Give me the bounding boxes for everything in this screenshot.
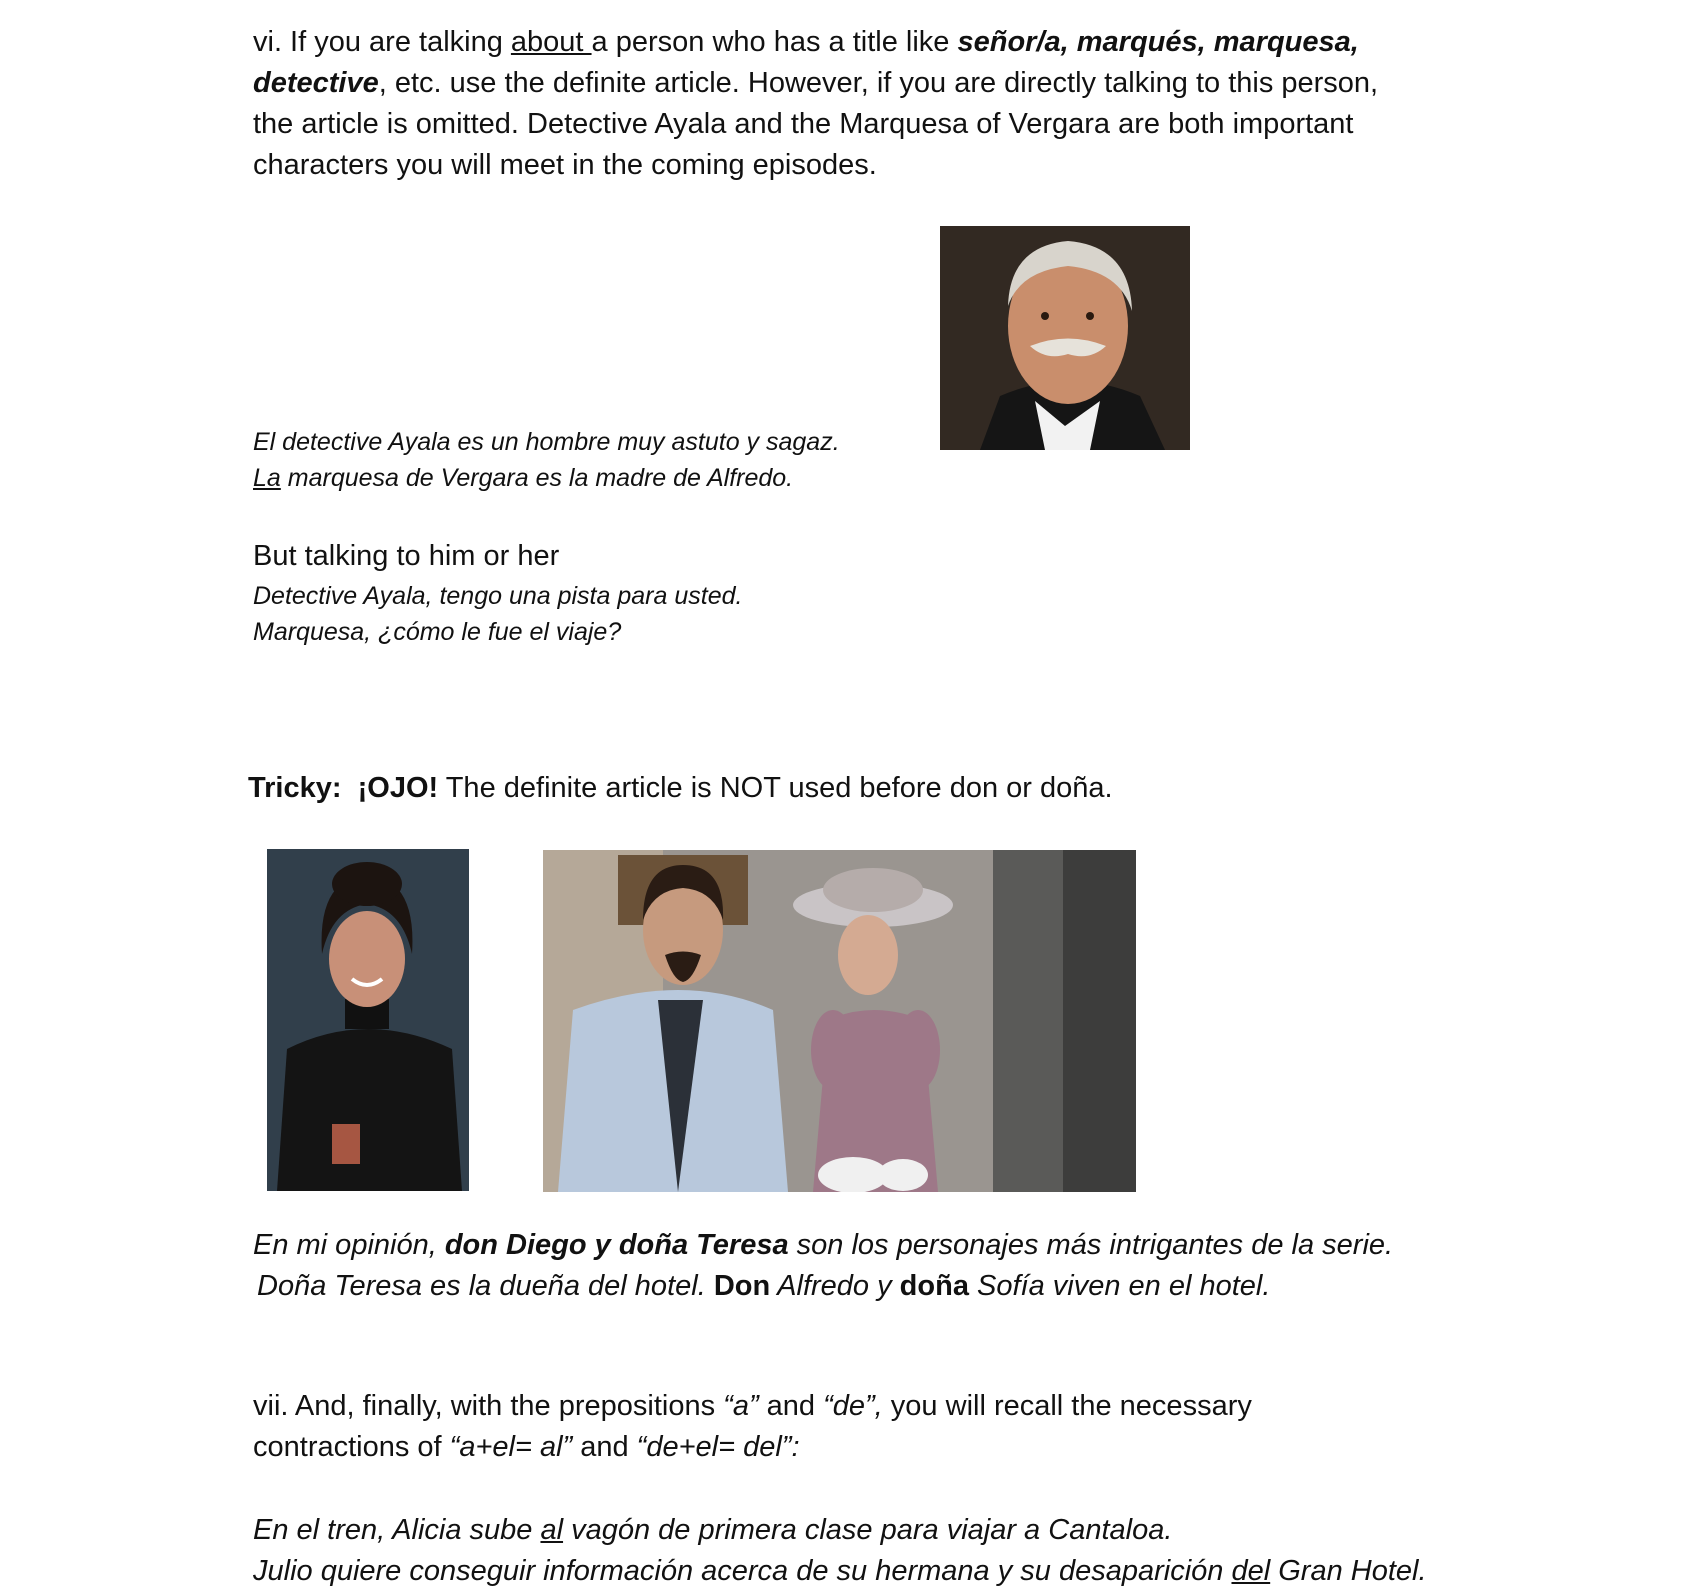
don-dona-example-1: En mi opinión, don Diego y doña Teresa son los personajes más intrigantes de la serie. (253, 1229, 1394, 1261)
dona-teresa-photo (267, 849, 469, 1191)
contraction-example-del: Julio quiere conseguir información acerca de su hermana y su desaparición del Gran Hotel. (253, 1555, 1427, 1587)
title-examples: señor/a, marqués, marquesa, (957, 26, 1359, 58)
talking-example-2: Marquesa, ¿cómo le fue el viaje? (253, 618, 622, 646)
talking-example-1: Detective Ayala, tengo una pista para usted. (253, 582, 743, 610)
don-bold: Don (713, 1270, 771, 1302)
don-dona-example-2: Doña Teresa es la dueña del hotel. Don Alfredo y doña Sofía viven en el hotel. (257, 1270, 1271, 1302)
section-vi-paragraph (253, 22, 1378, 186)
section-vi-line-1: vi. If you are talking about a person who has a title like señor/a, marqués, marquesa, (253, 26, 1359, 58)
contraction-examples (253, 1510, 1427, 1592)
example-marquesa: La marquesa de Vergara es la madre de Alfredo. (253, 464, 794, 492)
underlined-al: al (540, 1514, 564, 1546)
article-examples (253, 424, 840, 496)
underlined-la: La (253, 464, 281, 492)
section-vii-line-2: contractions of “a+el= al” and “de+el= del”: (253, 1431, 800, 1463)
tricky-note: Tricky: ¡OJO! The definite article is NOT used before don or doña. (248, 772, 1113, 804)
section-vi-line-3: the article is omitted. Detective Ayala and the Marquesa of Vergara are both important (253, 108, 1354, 140)
contraction-example-al: En el tren, Alicia sube al vagón de primera clase para viajar a Cantaloa. (253, 1514, 1173, 1546)
underlined-del: del (1231, 1555, 1271, 1587)
ojo-label: ¡OJO! (357, 772, 439, 804)
talking-examples (253, 578, 742, 650)
section-vi-line-4: characters you will meet in the coming episodes. (253, 149, 877, 181)
don-diego-dona-teresa: don Diego y doña Teresa (444, 1229, 789, 1261)
talking-heading: But talking to him or her (253, 540, 560, 572)
section-vii-line-1: vii. And, finally, with the prepositions “a” and “de”, you will recall the necessary (253, 1390, 1252, 1422)
detective-term: detective (253, 67, 379, 99)
underlined-about: about (510, 26, 592, 58)
dona-bold: doña (899, 1270, 969, 1302)
example-detective: El detective Ayala es un hombre muy astuto y sagaz. (253, 428, 840, 456)
don-diego-and-sofia-photo (543, 850, 1136, 1192)
section-vi-line-2: detective, etc. use the definite article. However, if you are directly talking to this person, (253, 67, 1379, 99)
tricky-label: Tricky: (248, 772, 342, 804)
detective-ayala-photo (940, 226, 1190, 450)
section-vii-paragraph (253, 1386, 1252, 1468)
